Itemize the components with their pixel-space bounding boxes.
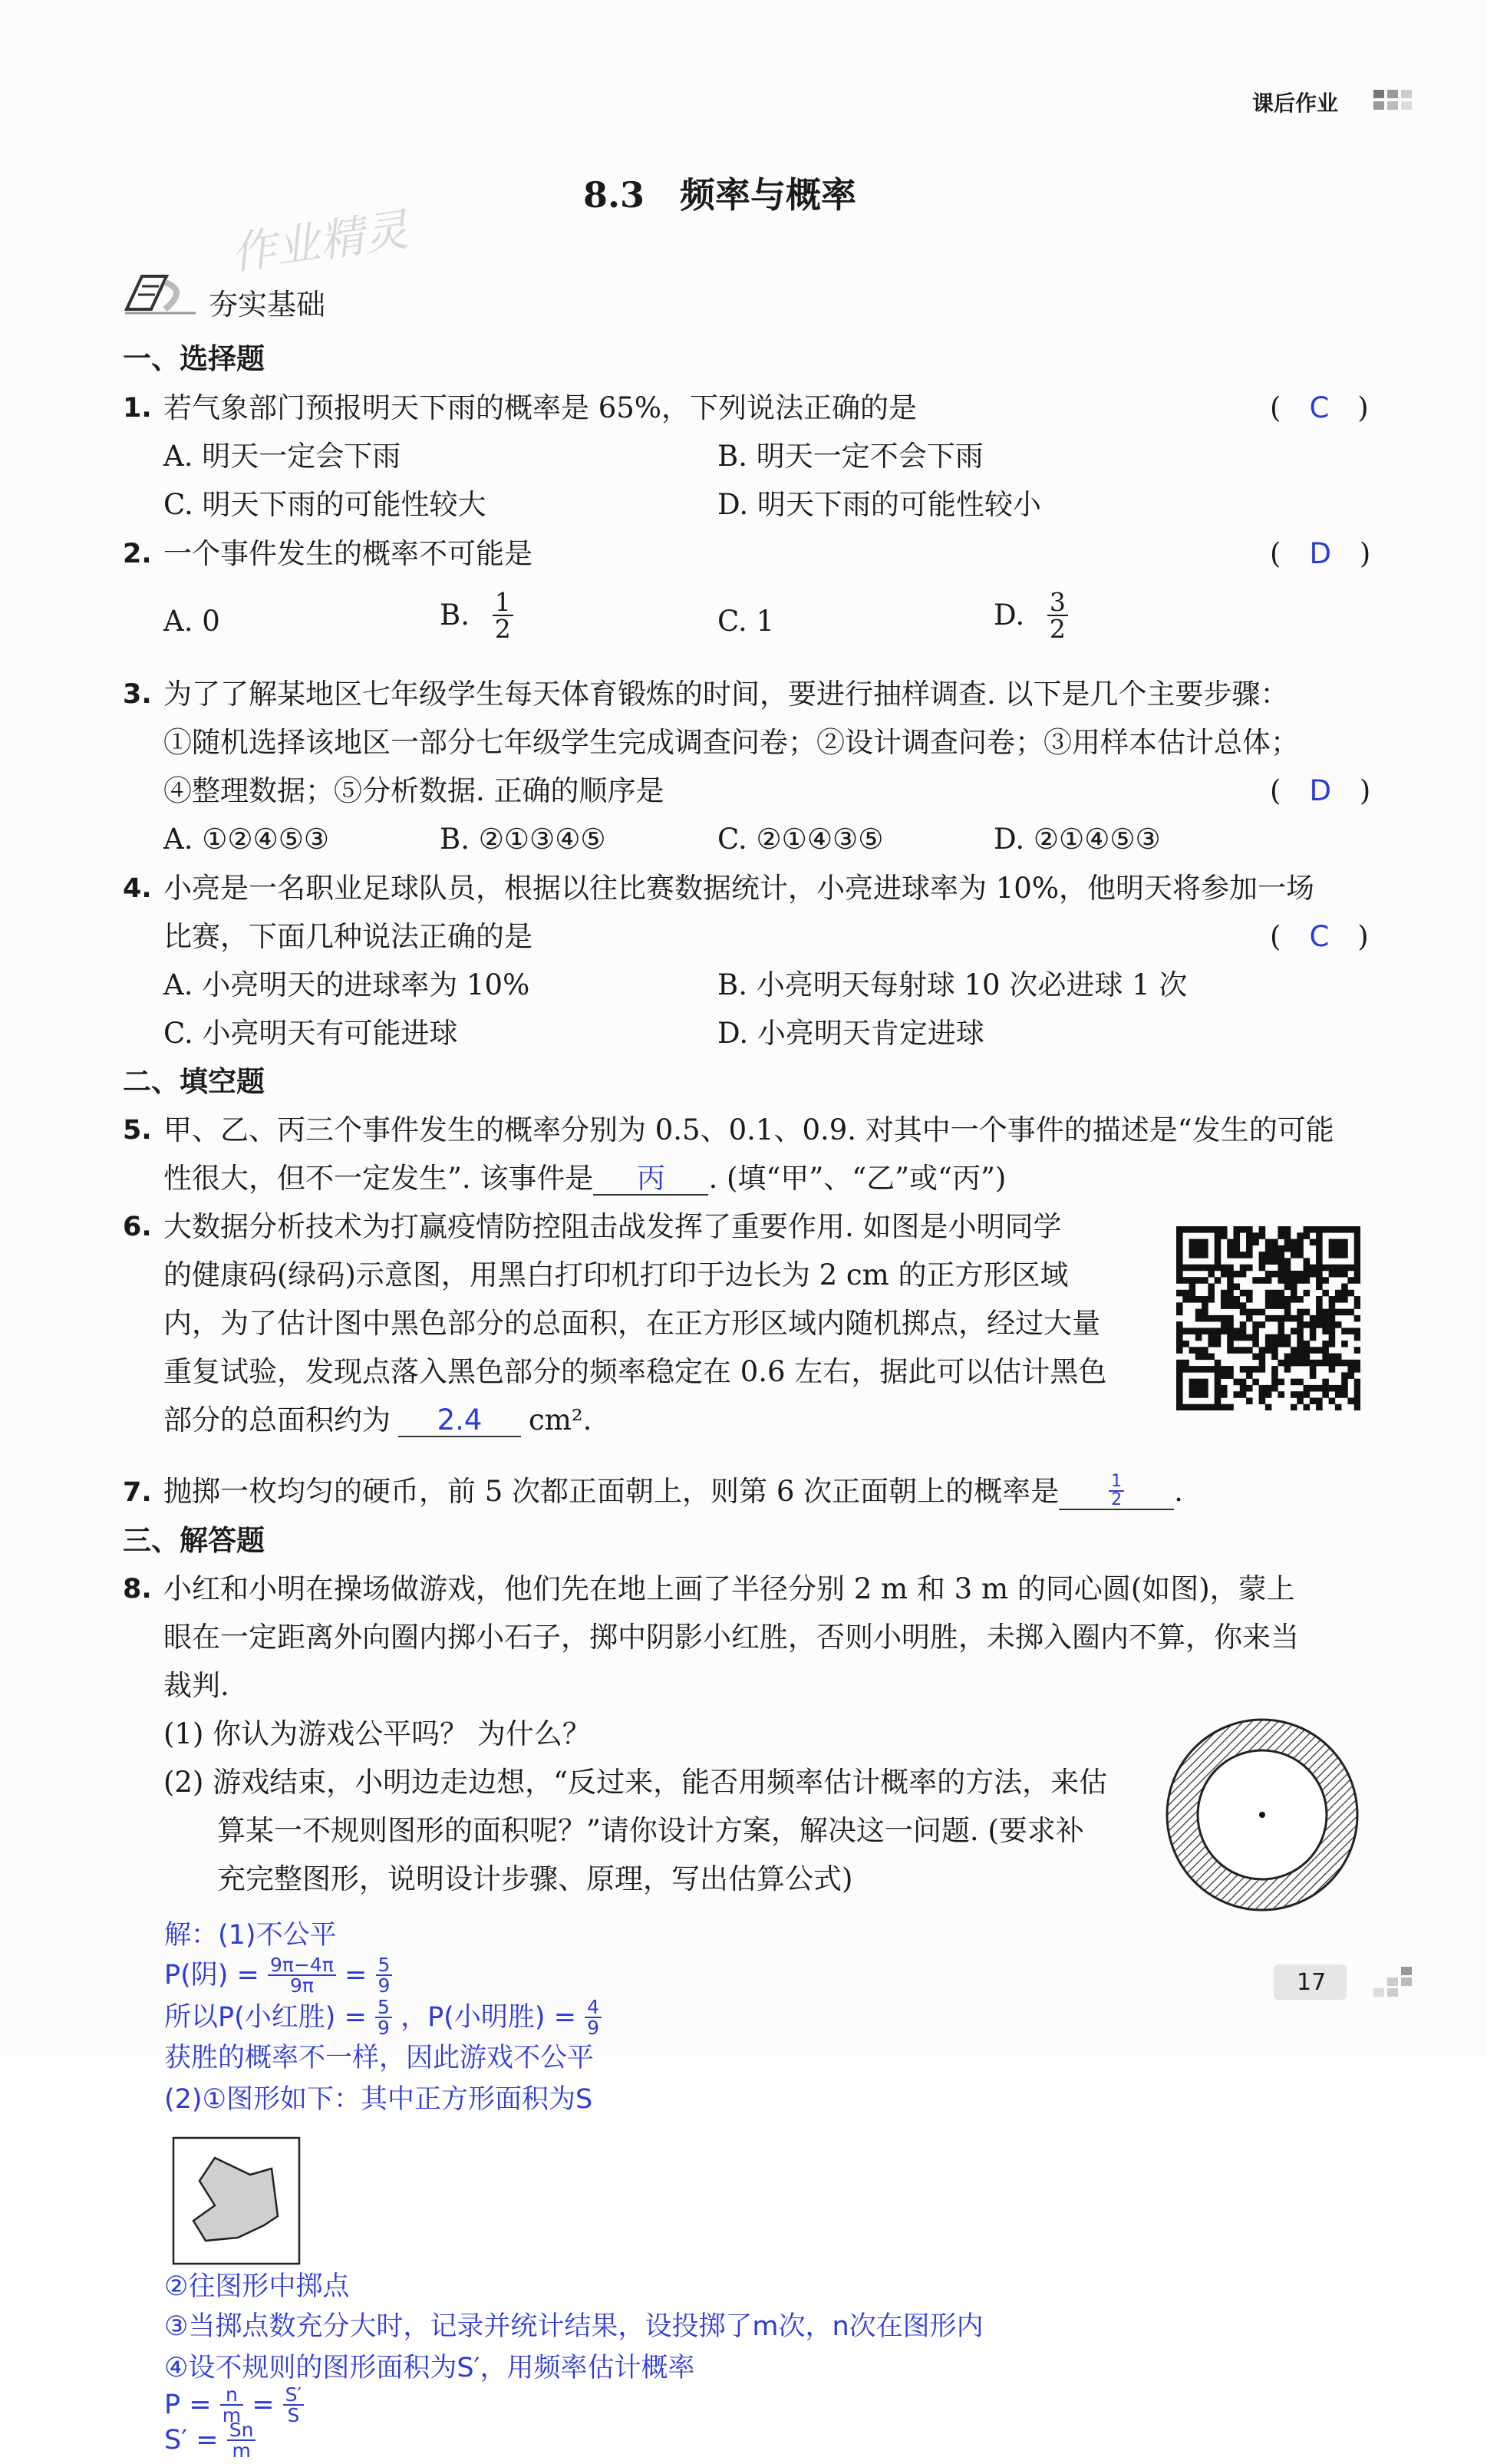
solution-line-7: ③当掷点数充分大时，记录并统计结果，设投掷了m次，n次在图形内 [164,2311,984,2342]
q2-option-c: C. 1 [717,605,775,638]
section-heading-answer: 三、解答题 [123,1524,265,1557]
q7-stem: 抛掷一枚均匀的硬币，前 5 次都正面朝上，则第 6 次正面朝上的概率是 $\frac{1}{2}$ . [163,1472,1183,1509]
q4-option-a: A. 小亮明天的进球率为 10% [163,968,530,1001]
q8-sub-2-line-3: 充完整图形，说明设计步骤、原理，写出估算公式) [217,1862,853,1895]
section-heading-fill: 二、填空题 [123,1065,265,1098]
section-badge-label: 夯实基础 [209,288,326,322]
solution-line-2: P(阴) = $\frac{9\pi-4\pi}{9\pi}$ = $\frac{5}{9}$ [164,1955,392,1995]
q8-sub-2-line-2: 算某一不规则图形的面积呢？”请你设计方案，解决这一问题. (要求补 [217,1814,1084,1847]
q5-line-1: 甲、乙、丙三个事件发生的概率分别为 0.5、0.1、0.9. 对其中一个事件的描述是“发生的可能 [163,1113,1334,1146]
q2-stem: 一个事件发生的概率不可能是 [163,537,532,570]
solution-line-9: P = $\frac{n}{m}$ = $\frac{S'}{S}$ [164,2385,304,2425]
q7-answer-denominator: 2 [1111,1490,1123,1509]
q6-line-3: 内，为了估计图中黑色部分的总面积，在正方形区域内随机掷点，经过大量 [163,1307,1100,1340]
q7-answer-numerator: 1 [1109,1473,1124,1492]
q2-option-d: D. $\frac{3}{2}$ [994,589,1068,642]
q4-option-d: D. 小亮明天肯定进球 [717,1017,984,1050]
page-title: 8.3 频率与概率 [583,174,857,216]
solution-line-8: ④设不规则的图形面积为S′，用频率估计概率 [164,2353,695,2383]
q8-sub-2-line-1: (2) 游戏结束，小明边走边想，“反过来，能否用频率估计概率的方法，来估 [163,1766,1108,1799]
q1-stem: 若气象部门预报明天下雨的概率是 65%，下列说法正确的是 [163,391,917,424]
q3-answer-bracket: ( D ) [1270,774,1371,807]
q4-answer-bracket: ( C ) [1270,920,1369,953]
q8-line-2: 眼在一定距离外向圈内掷小石子，掷中阴影小红胜，否则小明胜，未掷入圈内不算，你来当 [163,1621,1299,1654]
q8-number: 8. [123,1574,152,1605]
q1-option-a: A. 明天一定会下雨 [163,440,401,473]
q1-answer-bracket: ( C ) [1270,391,1369,424]
q2-answer: D [1309,537,1331,570]
q6-number: 6. [123,1212,152,1242]
q8-sub-1: (1) 你认为游戏公平吗？ 为什么？ [163,1717,591,1750]
q1-option-b: B. 明天一定不会下雨 [717,440,984,473]
q4-option-c: C. 小亮明天有可能进球 [163,1017,458,1050]
q3-option-b: B. ②①③④⑤ [440,823,606,856]
q5-line-2: 性很大，但不一定发生”. 该事件是 丙 . (填“甲”、“乙”或“丙”) [163,1162,1007,1195]
section-heading-choice: 一、选择题 [123,342,265,375]
q1-option-d: D. 明天下雨的可能性较小 [717,488,1041,521]
q7-number: 7. [123,1477,152,1508]
q4-line-1: 小亮是一名职业足球队员，根据以往比赛数据统计，小亮进球率为 10%，他明天将参加一场 [163,872,1314,905]
q3-number: 3. [123,679,152,710]
header-label: 课后作业 [1252,91,1339,116]
q3-line-3: ④整理数据；⑤分析数据. 正确的顺序是 [163,774,664,807]
q6-line-2: 的健康码(绿码)示意图，用黑白打印机打印于边长为 2 cm 的正方形区域 [163,1258,1069,1291]
q8-line-1: 小红和小明在操场做游戏，他们先在地上画了半径分别 2 m 和 3 m 的同心圆(如图)，蒙上 [163,1572,1295,1605]
page-number: 17 [1297,1969,1327,1996]
q5-answer: 丙 [593,1163,708,1196]
q3-line-2: ①随机选择该地区一部分七年级学生完成调查问卷；②设计调查问卷；③用样本估计总体； [163,726,1299,759]
q3-option-a: A. ①②④⑤③ [163,823,330,856]
q8-line-3: 裁判. [163,1669,229,1702]
q1-answer: C [1309,391,1330,424]
q6-line-1: 大数据分析技术为打赢疫情防控阻击战发挥了重要作用. 如图是小明同学 [163,1210,1062,1243]
solution-line-10: S′ = $\frac{Sn}{m}$ [164,2420,256,2460]
solution-line-6: ②往图形中掷点 [164,2271,350,2302]
page-corner-icon [1373,1967,1419,1997]
solution-line-1: 解：(1)不公平 [164,1920,337,1951]
solution-line-5: (2)①图形如下：其中正方形面积为S [164,2084,593,2115]
solution-line-4: 获胜的概率不一样，因此游戏不公平 [164,2043,595,2073]
q2-answer-bracket: ( D ) [1270,537,1371,570]
health-code-qr-image [1176,1226,1360,1410]
header-grid-icon [1373,88,1419,111]
q4-number: 4. [123,873,152,904]
q6-line-4: 重复试验，发现点落入黑色部分的频率稳定在 0.6 左右，据此可以估计黑色 [163,1355,1107,1388]
q3-line-1: 为了了解某地区七年级学生每天体育锻炼的时间，要进行抽样调查. 以下是几个主要步骤： [163,678,1289,711]
concentric-circles-figure [1162,1715,1362,1915]
q2-number: 2. [123,539,152,569]
watermark: 作业精灵 [228,203,412,280]
notebook-icon [119,267,203,321]
q2-option-b: B. $\frac{1}{2}$ [440,589,513,642]
q6-answer: 2.4 [398,1405,521,1437]
q3-option-c: C. ②①④③⑤ [717,823,884,856]
q4-option-b: B. 小亮明天每射球 10 次必进球 1 次 [717,968,1188,1001]
q4-line-2: 比赛，下面几种说法正确的是 [163,920,532,953]
q1-number: 1. [123,393,152,424]
q4-answer: C [1309,920,1330,953]
q3-answer: D [1309,774,1331,807]
q5-number: 5. [123,1115,152,1146]
q2-option-a: A. 0 [163,605,220,638]
q6-line-5: 部分的总面积约为 2.4 cm². [163,1404,592,1437]
solution-line-3: 所以P(小红胜) = $\frac{5}{9}$ ，P(小明胜) = $\frac{4}{9}$ [164,1997,602,2037]
irregular-shape-figure [170,2135,302,2267]
q1-option-c: C. 明天下雨的可能性较大 [163,488,486,521]
q3-option-d: D. ②①④⑤③ [994,823,1161,856]
